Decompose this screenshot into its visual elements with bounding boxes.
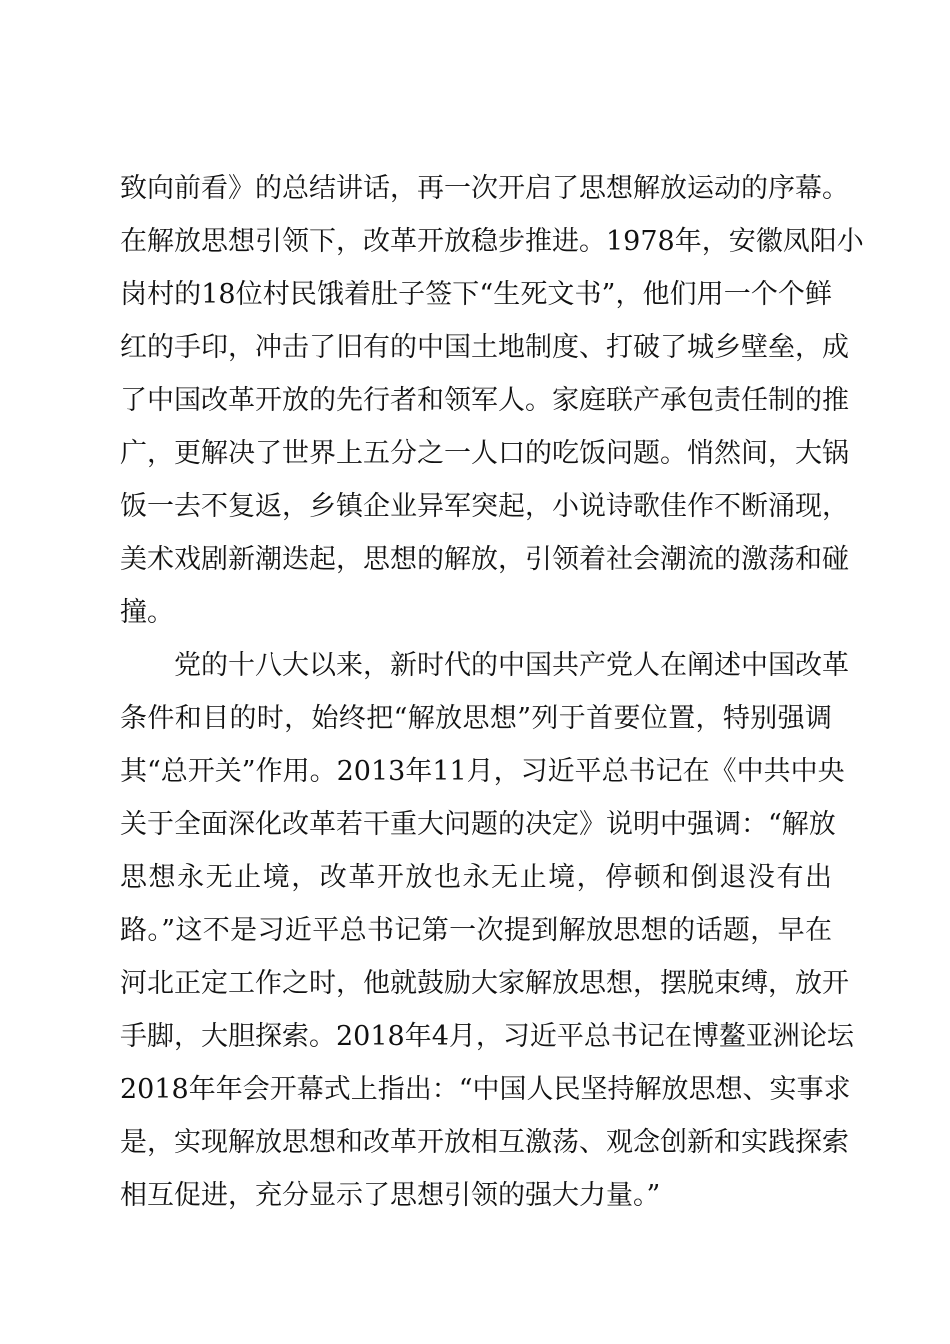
text-line: 是，实现解放思想和改革开放相互激荡、观念创新和实践探索 [120,1127,849,1158]
text-line: 党的十八大以来，新时代的中国共产党人在阐述中国改革 [174,650,849,681]
text-line: 饭一去不复返，乡镇企业异军突起，小说诗歌佳作不断涌现， [120,491,849,522]
text-line: 撞。 [120,597,174,628]
paragraph-1 [120,162,864,639]
paragraph-2 [120,639,854,1222]
text-line: 其“总开关”作用。2013年11月，习近平总书记在《中共中央 [120,756,845,787]
text-line: 美术戏剧新潮迭起，思想的解放，引领着社会潮流的激荡和碰 [120,544,849,575]
text-line: 在解放思想引领下，改革开放稳步推进。1978年，安徽凤阳小 [120,226,864,257]
text-line: 河北正定工作之时，他就鼓励大家解放思想，摆脱束缚，放开 [120,968,849,999]
text-line: 了中国改革开放的先行者和领军人。家庭联产承包责任制的推 [120,385,849,416]
text-line: 条件和目的时，始终把“解放思想”列于首要位置，特别强调 [120,703,832,734]
text-line: 致向前看》的总结讲话，再一次开启了思想解放运动的序幕。 [120,173,849,204]
text-line: 手脚，大胆探索。2018年4月，习近平总书记在博鳌亚洲论坛 [120,1021,854,1052]
text-line: 岗村的18位村民饿着肚子签下“生死文书”，他们用一个个鲜 [120,279,832,310]
text-line: 关于全面深化改革若干重大问题的决定》说明中强调：“解放 [120,809,836,840]
text-line: 广，更解决了世界上五分之一人口的吃饭问题。悄然间，大锅 [120,438,849,469]
text-line: 红的手印，冲击了旧有的中国土地制度、打破了城乡壁垒，成 [120,332,849,363]
text-line: 相互促进，充分显示了思想引领的强大力量。” [120,1180,661,1211]
text-line: 2018年年会开幕式上指出：“中国人民坚持解放思想、实事求 [120,1074,851,1105]
body-text [120,162,864,1222]
text-line: 路。”这不是习近平总书记第一次提到解放思想的话题，早在 [120,915,832,946]
text-line: 思想永无止境，改革开放也永无止境，停顿和倒退没有出 [120,862,832,893]
